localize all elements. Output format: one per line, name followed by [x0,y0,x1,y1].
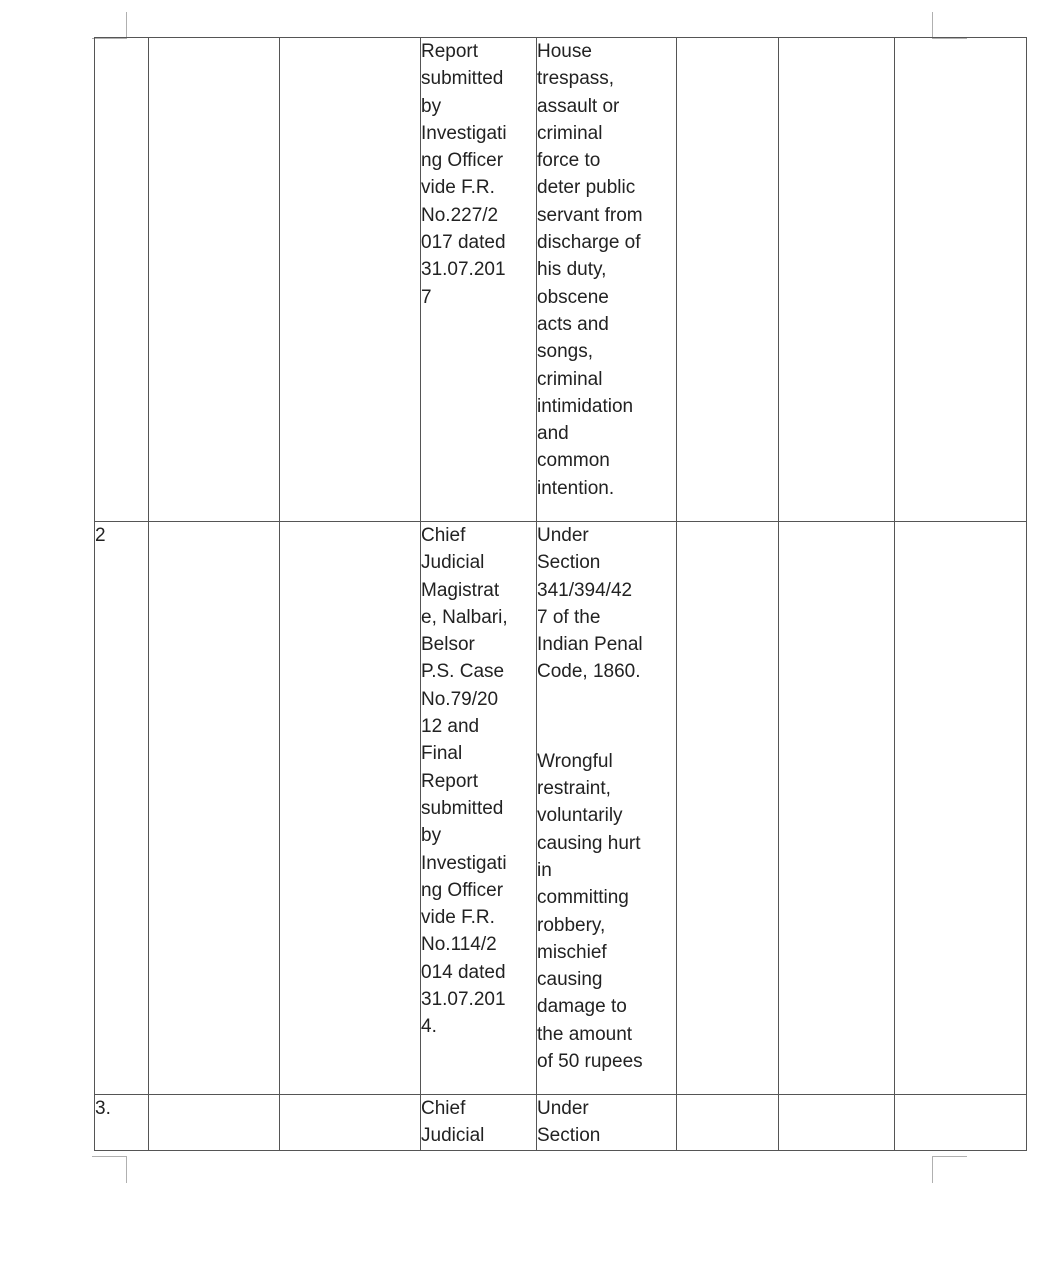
court-case-line: 31.07.201 [421,259,506,281]
offence-description-line: the amount [537,1023,633,1045]
court-case-line: P.S. Case [421,661,505,683]
court-case-line: 017 dated [421,232,506,254]
empty-cell [280,1095,421,1151]
court-case-line: Chief [421,525,466,546]
court-case-line: Belsor [421,634,475,656]
empty-cell [149,38,280,522]
serial-number: 2 [95,525,106,546]
empty-cell [779,1095,895,1151]
empty-cell [280,38,421,522]
court-case-line: Report [421,41,479,62]
offence-cell [537,522,677,1095]
offence-description-line: voluntarily [537,805,623,827]
court-case-line: Judicial [421,1125,485,1147]
offence-line: trespass, [537,68,615,90]
cases-table [94,37,1027,1151]
court-case-line: Magistrat [421,579,500,601]
court-case-line: submitted [421,797,504,819]
offence-description-line: causing [537,969,603,991]
offence-line: 7 of the [537,606,601,628]
offence-line: Under [537,1098,589,1119]
court-case-line: 014 dated [421,961,506,983]
empty-cell [779,38,895,522]
empty-cell [677,38,779,522]
empty-cell [149,522,280,1095]
empty-cell [895,1095,1027,1151]
offence-line: Under [537,525,589,546]
serial-number-cell [95,1095,149,1151]
court-case-line: Final [421,743,463,765]
offence-description-line: robbery, [537,914,606,936]
table-body [95,38,1027,1151]
empty-cell [677,522,779,1095]
empty-cell [280,522,421,1095]
offence-description-line: committing [537,887,629,909]
court-case-line: Investigati [421,122,507,144]
court-case-line: vide F.R. [421,177,495,199]
offence-line: intimidation [537,395,634,417]
offence-line: intention. [537,477,615,499]
offence-line: Indian Penal [537,634,643,656]
court-case-line: by [421,825,442,847]
court-case-cell [421,1095,537,1151]
offence-line: criminal [537,368,603,390]
offence-line: Code, 1860. [537,661,641,683]
crop-mark-bottom-left [92,1156,127,1183]
offence-line: his duty, [537,259,607,281]
offence-description-line: damage to [537,996,627,1018]
empty-cell [895,38,1027,522]
court-case-line: by [421,95,442,117]
empty-cell [779,522,895,1095]
court-case-line: e, Nalbari, [421,606,508,628]
serial-number-cell [95,38,149,522]
offence-line: Section [537,1125,601,1147]
offence-description-line: mischief [537,941,607,963]
offence-description-line: causing hurt [537,832,641,854]
court-case-line: No.79/20 [421,688,499,710]
empty-cell [677,1095,779,1151]
court-case-line: 12 and [421,716,480,738]
crop-mark-top-left [92,12,127,39]
court-case-line: 7 [421,286,432,308]
offence-line: Section [537,552,601,574]
offence-line: obscene [537,286,609,308]
empty-cell [895,522,1027,1095]
court-case-line: ng Officer [421,150,504,172]
offence-line: servant from [537,204,643,226]
court-case-line: ng Officer [421,879,504,901]
offence-line: assault or [537,95,620,117]
court-case-cell [421,522,537,1095]
offence-line: House [537,41,592,62]
offence-line: acts and [537,313,609,335]
court-case-line: No.114/2 [421,934,497,956]
offence-line: common [537,450,610,472]
paragraph-gap [537,706,676,748]
offence-cell [537,1095,677,1151]
offence-description-line: Wrongful [537,750,613,772]
offence-description-line: of 50 rupees [537,1051,643,1073]
table-row [95,522,1027,1095]
court-case-line: vide F.R. [421,907,495,929]
court-case-cell [421,38,537,522]
offence-cell [537,38,677,522]
court-case-line: 4. [421,1016,437,1038]
empty-cell [149,1095,280,1151]
court-case-line: Judicial [421,552,485,574]
court-case-line: 31.07.201 [421,989,506,1011]
court-case-line: No.227/2 [421,204,499,226]
table-row [95,1095,1027,1151]
offence-line: 341/394/42 [537,579,633,601]
court-case-line: Report [421,770,479,792]
court-case-line: Chief [421,1098,466,1119]
offence-line: criminal [537,122,603,144]
serial-number-cell [95,522,149,1095]
offence-description-line: in [537,859,552,881]
offence-line: force to [537,150,601,172]
offence-line: discharge of [537,232,641,254]
court-case-line: Investigati [421,852,507,874]
court-case-line: submitted [421,68,504,90]
offence-description-line: restraint, [537,778,611,800]
paragraph-gap [537,686,676,706]
crop-mark-top-right [932,12,967,39]
offence-line: and [537,423,569,445]
offence-line: songs, [537,341,593,363]
table-row [95,38,1027,522]
offence-line: deter public [537,177,636,199]
crop-mark-bottom-right [932,1156,967,1183]
serial-number: 3. [95,1098,111,1119]
